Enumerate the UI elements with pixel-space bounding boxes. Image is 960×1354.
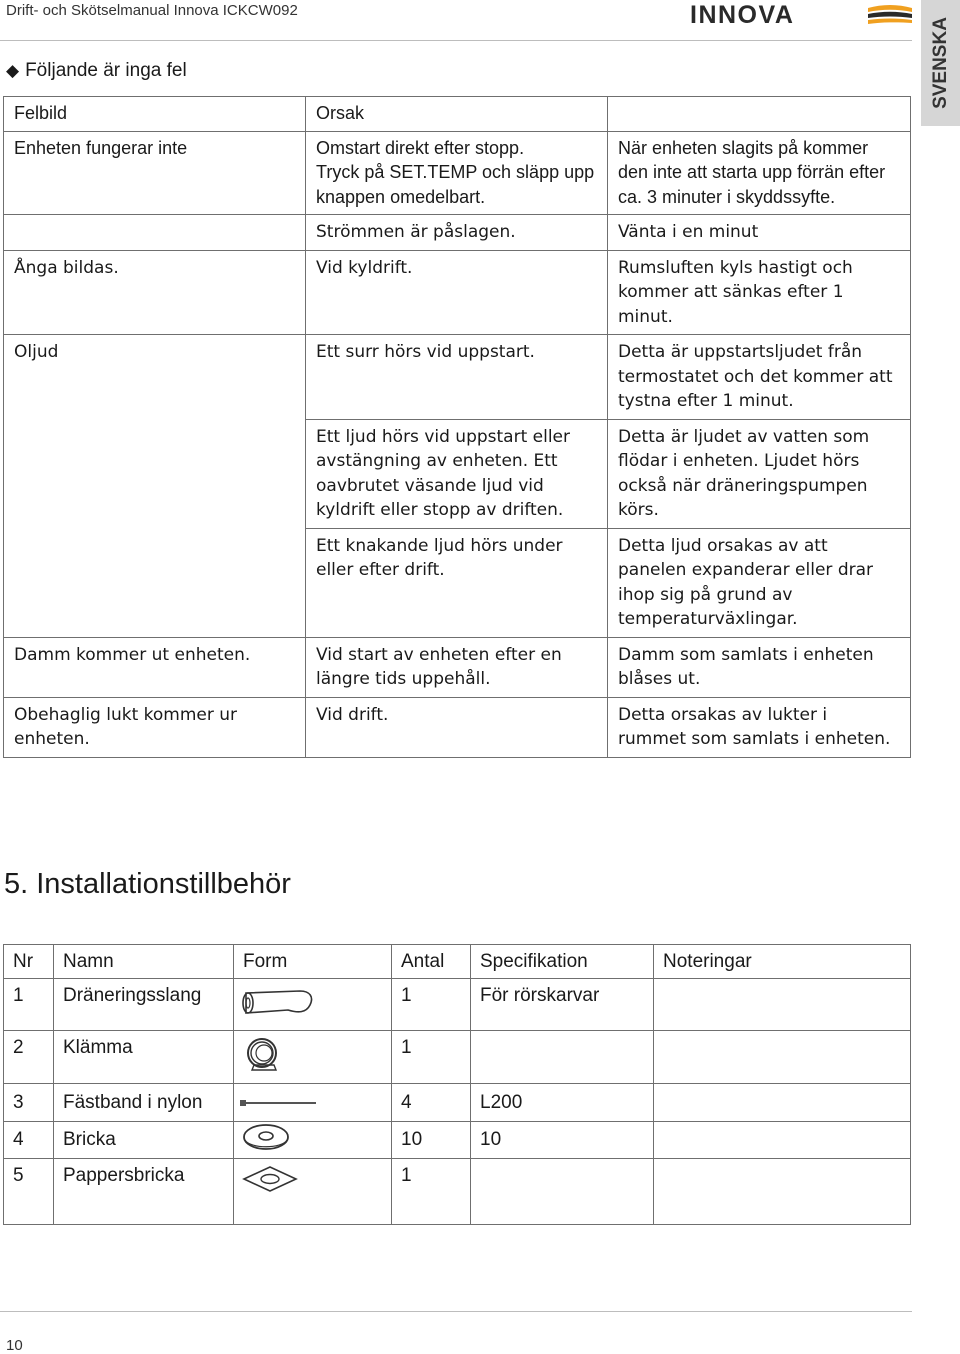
page-number: 10 [6,1337,23,1354]
explanation-cell: När enheten slagits på kommer den inte att starta upp förrän efter ca. 3 minuter i skyddssyfte. [608,131,911,215]
item-notes [654,979,911,1031]
drain-hose-icon [238,985,318,1019]
table-header-row [4,97,911,132]
item-form [234,979,392,1031]
explanation-cell: Vänta i en minut [608,215,911,251]
table-row [4,215,911,251]
column-header-explanation [608,97,911,132]
item-form [234,1084,392,1122]
item-notes [654,1031,911,1084]
cause-cell: Vid drift. [306,697,608,757]
table-row [4,335,911,420]
explanation-cell: Damm som samlats i enheten blåses ut. [608,637,911,697]
item-notes [654,1122,911,1159]
item-spec [471,1159,654,1225]
item-spec: För rörskarvar [471,979,654,1031]
symptom-cell: Enheten fungerar inte [4,131,306,215]
item-nr: 4 [4,1122,54,1159]
troubleshooting-table [3,96,911,758]
footer-divider [0,1311,912,1312]
item-notes [654,1084,911,1122]
column-header-form: Form [234,945,392,979]
table-row [4,1031,911,1084]
document-title: Drift- och Skötselmanual Innova ICKCW092 [6,2,298,19]
column-header-qty: Antal [392,945,471,979]
nylon-tie-icon [238,1098,318,1108]
clamp-icon [238,1035,298,1073]
item-name: Bricka [54,1122,234,1159]
innova-logo [690,2,915,32]
item-name: Klämma [54,1031,234,1084]
item-qty: 1 [392,1031,471,1084]
cause-cell: Ett knakande ljud hörs under eller efter drift. [306,528,608,637]
symptom-cell: Damm kommer ut enheten. [4,637,306,697]
language-tab-label: SVENSKA [929,17,951,109]
column-header-symptom: Felbild [4,97,306,132]
explanation-cell: Rumsluften kyls hastigt och kommer att sänkas efter 1 minut. [608,250,911,335]
column-header-cause: Orsak [306,97,608,132]
table-row [4,1122,911,1159]
item-qty: 4 [392,1084,471,1122]
item-form [234,1031,392,1084]
item-qty: 1 [392,1159,471,1225]
symptom-cell: Obehaglig lukt kommer ur enheten. [4,697,306,757]
cause-cell: Vid kyldrift. [306,250,608,335]
accessories-table [3,944,911,1225]
item-nr: 5 [4,1159,54,1225]
paper-washer-icon [238,1163,308,1195]
symptom-cell: Ånga bildas. [4,250,306,335]
table-header-row [4,945,911,979]
washer-icon [238,1122,298,1152]
cause-cell: Vid start av enheten efter en längre tids uppehåll. [306,637,608,697]
symptom-cell [4,215,306,251]
header-divider [0,40,912,41]
table-row [4,1159,911,1225]
table-row [4,131,911,160]
column-header-spec: Specifikation [471,945,654,979]
section-heading [6,60,187,82]
column-header-name: Namn [54,945,234,979]
item-name: Pappersbricka [54,1159,234,1225]
item-qty: 10 [392,1122,471,1159]
item-spec: 10 [471,1122,654,1159]
logo-stripe-top [868,5,912,12]
table-row [4,697,911,757]
cause-cell: Ett surr hörs vid uppstart. [306,335,608,420]
logo-stripe-middle [868,12,912,18]
cause-cell: Omstart direkt efter stopp. [306,131,608,160]
item-form [234,1122,392,1159]
diamond-bullet-icon: ◆ [6,61,20,80]
cause-cell: Tryck på SET.TEMP och släpp upp knappen omedelbart. [306,160,608,215]
column-header-nr: Nr [4,945,54,979]
item-nr: 2 [4,1031,54,1084]
table-row [4,250,911,335]
table-row [4,637,911,697]
language-tab [921,0,960,126]
column-header-notes: Noteringar [654,945,911,979]
table-row [4,1084,911,1122]
item-notes [654,1159,911,1225]
cause-cell: Ett ljud hörs vid uppstart eller avstängning av enheten. Ett oavbrutet väsande ljud vid kyldrift eller stopp av driften. [306,419,608,528]
logo-stripe-bottom [868,19,912,25]
section-heading-text: Följande är inga fel [25,60,187,81]
item-spec [471,1031,654,1084]
installation-section-title: 5. Installationstillbehör [4,868,291,900]
item-name: Dräneringsslang [54,979,234,1031]
item-qty: 1 [392,979,471,1031]
explanation-cell: Detta är ljudet av vatten som flödar i enheten. Ljudet hörs också när dräneringspumpen körs. [608,419,911,528]
item-nr: 1 [4,979,54,1031]
explanation-cell: Detta är uppstartsljudet från termostatet och det kommer att tystna efter 1 minut. [608,335,911,420]
table-row [4,979,911,1031]
item-spec: L200 [471,1084,654,1122]
symptom-cell: Oljud [4,335,306,638]
cause-cell: Strömmen är påslagen. [306,215,608,251]
item-name: Fästband i nylon [54,1084,234,1122]
explanation-cell: Detta ljud orsakas av att panelen expanderar eller drar ihop sig på grund av temperaturväxlingar. [608,528,911,637]
item-nr: 3 [4,1084,54,1122]
explanation-cell: Detta orsakas av lukter i rummet som samlats i enheten. [608,697,911,757]
item-form [234,1159,392,1225]
logo-wordmark: INNOVA [690,2,795,28]
